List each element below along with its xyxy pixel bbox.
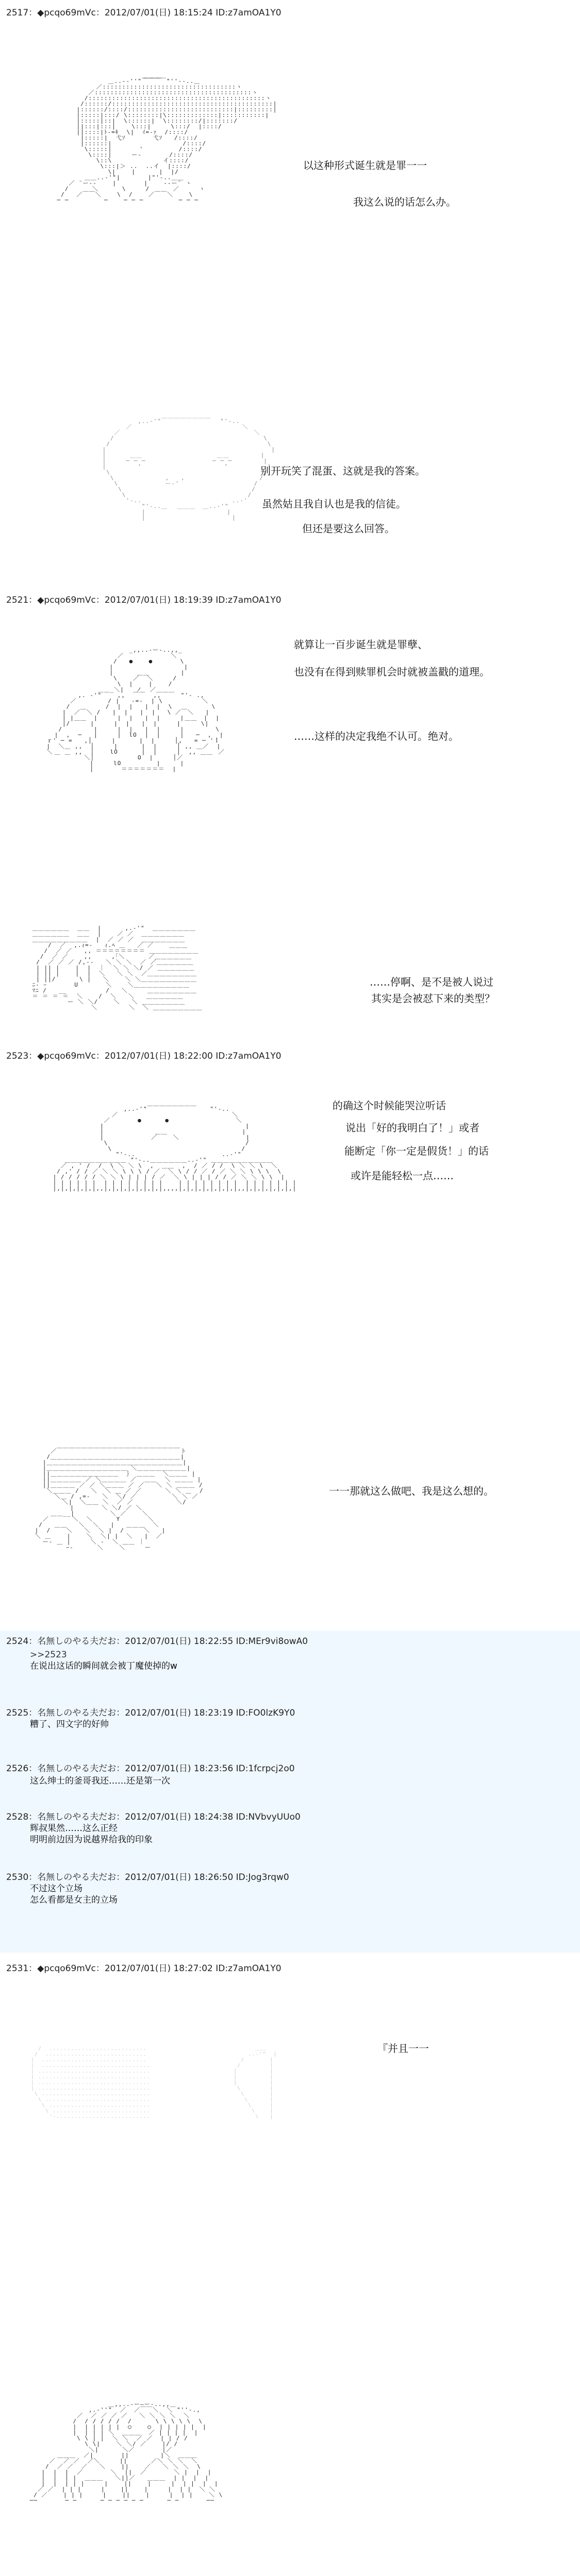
dialog-line: 别开玩笑了混蛋、这就是我的答案。 <box>260 465 425 477</box>
dialog-line: 但还是要这么回答。 <box>302 522 395 535</box>
ascii-art-hand-closeup: ＿＿＿＿＿＿ ＿＿ | ,.-'" ＿＿＿＿＿＿＿ ＿＿＿＿＿＿ ＿＿ | ／ ／ ＿＿＿＿＿＿＿ ＿＿＿＿＿＿＿＿＿ | ／ ／ ／ ＿＿＿＿＿＿＿ / ／ ,.ｨ=- ｨ.ﾍ ＿ ／ ／ ＿＿＿ / ／ ／ ,, ＝＝＝＝＝＝＝＝ ＿＿＿＿＿＿＿＿ / ／ ／ ,, ,｢＼ ／＿＿＿＿＿＿ / ／ ／ ／ /,-- ＼ ＼ ＼ ／ ／＿＿＿＿＿＿ | || | | | ｜ ＼ ＼ ＼/ ／ ＿＿＿＿＿＿ | || | | | ＼ ＼ ＼ ／＿＿＿＿＿＿＿＿ | ||/ \ | ＼ ＼ ＼＿＿＿＿＿＿＿＿＿ ﾆ- ｰ U ＼ ＼＿＿＿＿＿＿＿＿＿ ﾏﾆ / __ / ＼ ＿＿＿＿＿＿＿＿ ＝ ＝ ＝ ＝ ＼ / ＼ ＼ ＿＿＿＿＿＿ ー ＼ ＼/ ＼ ＼ ＿＿＿＿＿＿＿ ＼ ＼ ＼ ＿＿＿＿＿＿＿＿ <box>32 925 203 1011</box>
reply-line: 怎么看都是女主的立场 <box>30 1895 118 1905</box>
post-header: 2523：◆pcqo69mVc：2012/07/01(日) 18:22:00 ID:z7amOA1Y0 <box>6 1051 281 1061</box>
dialog-line: 以这种形式诞生就是罪一一 <box>303 159 427 172</box>
reply-2528 <box>0 1798 580 1857</box>
ascii-art-face-outline: ＿＿＿＿＿＿＿＿ ,..-'" "'-.. ／ ＼ ／ ＼ / \ / \ | | | ＿＿ ＿＿ | | ─ ─ ─ ─ ─ ─ | | ‘ ’ | \ / \ , , / \ ー‐' / \ / \ / '-.. ..-' "'-..＿ ＿..-'" | ￣￣￣ | | | <box>102 412 275 521</box>
dialog-line: 能断定「你一定是假货！」的话 <box>344 1145 489 1157</box>
reply-header: 2525：名無しのやる夫だお：2012/07/01(日) 18:23:19 ID:FO0lzK9Y0 <box>6 1708 295 1718</box>
reply-body <box>30 1719 109 1730</box>
dialog-line: 『并且一一 <box>377 2042 429 2055</box>
reply-line: 这么绅士的釜哥我还……还是第一次 <box>30 1776 170 1786</box>
dialog-line: 虽然姑且我自认也是我的信徒。 <box>262 498 406 510</box>
post-2523 <box>0 1046 580 1628</box>
reply-line: 糟了、四文字的好帅 <box>30 1719 109 1730</box>
post-header: 2531：◆pcqo69mVc：2012/07/01(日) 18:27:02 ID:z7amOA1Y0 <box>6 1963 281 1974</box>
post-header: 2521：◆pcqo69mVc：2012/07/01(日) 18:19:39 ID:z7amOA1Y0 <box>6 595 281 605</box>
dialog-line: 也没有在得到赎罪机会时就被盖戳的道理。 <box>294 666 490 678</box>
reply-header: 2524：名無しのやる夫だお：2012/07/01(日) 18:22:55 ID:MEr9vi8owA0 <box>6 1636 308 1647</box>
reply-body <box>30 1649 177 1672</box>
ascii-art-shadow-silhouette: / ........................... ＿＿ / ............................ ..-'" | | ............................. / | | .............................. / | | ............................... | | | ............................... | | | ............................... | | | ............................... \ | \ .............................. \ | \ ............................. \ | \ ............................ \ | \ ........................... \ | '-.......................... \ | <box>31 2046 277 2120</box>
ascii-art-eyed-figure: _,,..-ー-..,,_ ／ ＼ / ● ● \ | | | ＿＿ | \ ／ ＼ / \ | | / ＿＿_＼| ノ ／＿＿＿ ,. ‐'" ,, ￣￣ ,, "'‐ ., ／ / | ‐=‐ | \ ＼ / / | | | | \ \ | ／￣＼ / | | | | \ ／￣＼ | | | | | | | | | | | |/ ￣￣ | | | | | | ￣￣ \| / | | | | | | \ | , ─ | | lO | | | ─ , | ｒ' ─ = ,│ | | | │, = ─ 'ｌ | ＼＿ ,, │ | | | │ ,, ＿／ | ＼ ＿ ,, │ lO | | │ ,, ＿ ／ ￣ ＼│ O | │／ ￣ | lO | | | ＝＝＝＝＝＝＝ | <box>46 647 225 772</box>
reply-2526 <box>0 1747 580 1798</box>
dialog-line: 说出「好的我明白了！」或者 <box>345 1122 479 1134</box>
reply-2530 <box>0 1857 580 1953</box>
reply-line: 不过这个立场 <box>30 1884 82 1894</box>
post-header: 2517：◆pcqo69mVc：2012/07/01(日) 18:15:24 ID:z7amOA1Y0 <box>6 8 281 18</box>
dialog-line: 我这么说的话怎么办。 <box>353 196 456 208</box>
reply-2525 <box>0 1690 580 1747</box>
reply-body <box>30 1823 153 1845</box>
reply-line: 明明前边因为说越界给我的印象 <box>30 1835 153 1845</box>
reply-body <box>30 1775 170 1787</box>
reply-header: 2530：名無しのやる夫だお：2012/07/01(日) 18:26:50 ID:Jog3rqw0 <box>6 1872 289 1883</box>
reply-header: 2528：名無しのやる夫だお：2012/07/01(日) 18:24:38 ID:NVbvyUUo0 <box>6 1812 301 1822</box>
dialog-line: 其实是会被怼下来的类型？ <box>371 992 495 1005</box>
ascii-art-standing-figure: ＿,,..-ー―ー-..,,＿ ,.-''" ／ ／￣￣＼ ＼ "''-., ／ ／ ／ ／ ／ ＼ ＼ ＼ ＼ ＼ / / / / / / / \ \ \ \ \ \ | | | | | | ○ ○ | | | | | | | | | | ＼ ＿＿＿ ／ | | | | | \ \ | | ＼ ＼ ／ ／ | | / / \ \| ＼ ＼/ ／ |/ / ＼| ＼／ |／ ＿＿＿ ／| || |＼ ＿＿＿ ／ ／ ／ ／＼ || ／＼ ＼ ＼ ＼ / ／ ／ ／ ＼ || ／ ＼ ＼ ＼ \ | | | ／ ＼ || ／ ＼ | | | | | | | ＿＿＿ ＼||／ ＿＿＿ | | | | | | | | | | || | | | | | | ／ ／ | | | | || | | | | ＼ ＼ / ／ | | | | || | | | | ＼ \ ── ─ ─ ─ ─ ─ ─ ─ ─ ─ ─ ── <box>29 2401 223 2504</box>
dialog-line: 的确这个时候能哭泣听话 <box>333 1099 446 1112</box>
reply-anchor-link[interactable]: >>2523 <box>30 1650 67 1660</box>
dialog-line: ……停啊、是不是被人说过 <box>370 976 493 988</box>
reply-line: 在说出这话的瞬间就会被丁魔使掉的w <box>30 1661 177 1671</box>
reply-body <box>30 1883 118 1906</box>
reply-line: 辉叔果然……这么正经 <box>30 1823 118 1834</box>
reply-header: 2526：名無しのやる夫だお：2012/07/01(日) 18:23:56 ID:1fcrpcj2o0 <box>6 1764 295 1774</box>
reply-2524 <box>0 1631 580 1690</box>
dialog-line: 一一那就这么做吧、我是这么想的。 <box>329 1485 494 1497</box>
dialog-line: 就算让一百步诞生就是罪孽、 <box>294 638 428 651</box>
ascii-art-seated-figure: ／￣￣￣￣￣￣￣￣￣￣￣￣￣￣￣￣￣￣￣￣ト /＿＿＿＿＿＿＿＿＿＿＿＿＿＿＿＿＿＿＿＿＿| |＿＿＿＿＿＿＿＿＿＿＿＿＿＿＿＿＿＿＿＿＿＿| |＿＿＿＿＿＿＿＿＿＿＿＿＿ ＼＿＿＿＿＿＿＿＿| ||＿＿＿＿＿＿＿＿＿＿＿ ｝ ＿＿＿ ＼＿＿＿ | ||＿＿＿＿＿ ／ ＼＿＿＿＿ ／ ＿＿ ＼ ＿＿＿ | ||＿＿＿＿ ／ ／ ＼＿＿＿ ／ ／ ＼ ＼ ＿＿＿ / ＼＿＿＿ / ＼ ＼ ＿ ／ ／ ＼ ＼ ＿ / ＼＿ / ,=‐ ＼ ＼/ ／ ＼ ＼ ／ ＼| ＼＿＿ ＼ ／ ／ ＼/ | ＼ ＼/ ／ ＼ ＿＿__| ＼ ／ ＼ ／ ＼ ＼ Y ＼ / ＿＿ ＼ ＼ | ＿＿＿ ＼ | / ＼ ＼ ＼ | / ＼ | ＼ ＿ | ＼ ＼| | ＼ | ／ ー‐ ＿ | ＼ ‐ ＼ ＿＿ ｜ ｰ‐ ＼ ＼ ー <box>35 1448 204 1551</box>
post-2521 <box>0 590 580 1046</box>
post-2531 <box>0 1953 580 2576</box>
dialog-line: ……这样的决定我绝不认可。绝对。 <box>294 730 459 742</box>
ascii-art-round-face-figure: ＿＿＿＿＿＿＿＿ ,..-'" "'-.. ／ ＼ ／ ● ● ＼ | | | ＿＿ | | ／ ＼ | \ / \ / "'-.. ..-'" ＿＿＿＿＿＿＿＿＿＿ "'-..＿＿＿＿＿＿..-'" ＿＿＿＿＿＿＿＿＿＿ ／ , ' / / \ ＼ ＼ \ , ＿＿ , / ／ / / \ ＼ ＼ \ ＼ / ,' / / ／ ＼ ＼ \ \ \ / ／ ＼ \ / / ／ / ／ ＼ ＼ \ \ \ \ | / / / / / ＼ ＼ \ | | | / ／ ＼ \ | | | / / ／ ＼ ＼ \ \ | | | | | | | | | | | | | | | | | | | | | | | | | | | | | | |,|,|,|,|,|,,|,|,|,|,|,|,|,|,,,,|,|,|,|,|,|,|,|,,|,|,|,|,|,|,| <box>53 1100 297 1192</box>
dialog-line: 或许是能轻松一点…… <box>351 1170 454 1182</box>
post-2517 <box>0 0 580 590</box>
ascii-art-character-thinking: ＿＿＿ ＿..--''"￣￣￣￣"''--..＿ ／::::::::::::::::::::::::::::::::::ヽ ／::::::::::::::::::::::::::::::::::::::::ヽ /:::::::::::::::::::::::::::::::::::::::::::::ヽ /::::::/:::::::::::::::::::::::::::::::::::::::::| |::::::/::::/:::::::::::::::::::::::::::|:::::::::| |:::::|:::/ \::::::::|\:::::::::::::|:::::::::::| |:::::|::| \::::::| \::::::::/|:::::::/ ||:::|:::| \:::| \:::/ |::::/ ||::::|ﾄ-=ｷ \| ｲ=-ｧ /::::/ |:::::| 弋ｿ 弋ｿ /::::/ |::::::| /::::/ \:::::| ' /::::/ \::::| ー‐ /::::/ \::\ イ::::/ \:::|＞ .. ..イ |::::/ \| | | |/ ＿＿..-'"| |"'-..＿＿ ／ ¨ー-- | | --ー¨ ヽ / ＼ \ / ／ ヽ / ／￣￣＼ \ / ／￣￣＼ \ ─ ─ ─ ─ ─ ─ ─ ─ ─ <box>57 72 277 204</box>
